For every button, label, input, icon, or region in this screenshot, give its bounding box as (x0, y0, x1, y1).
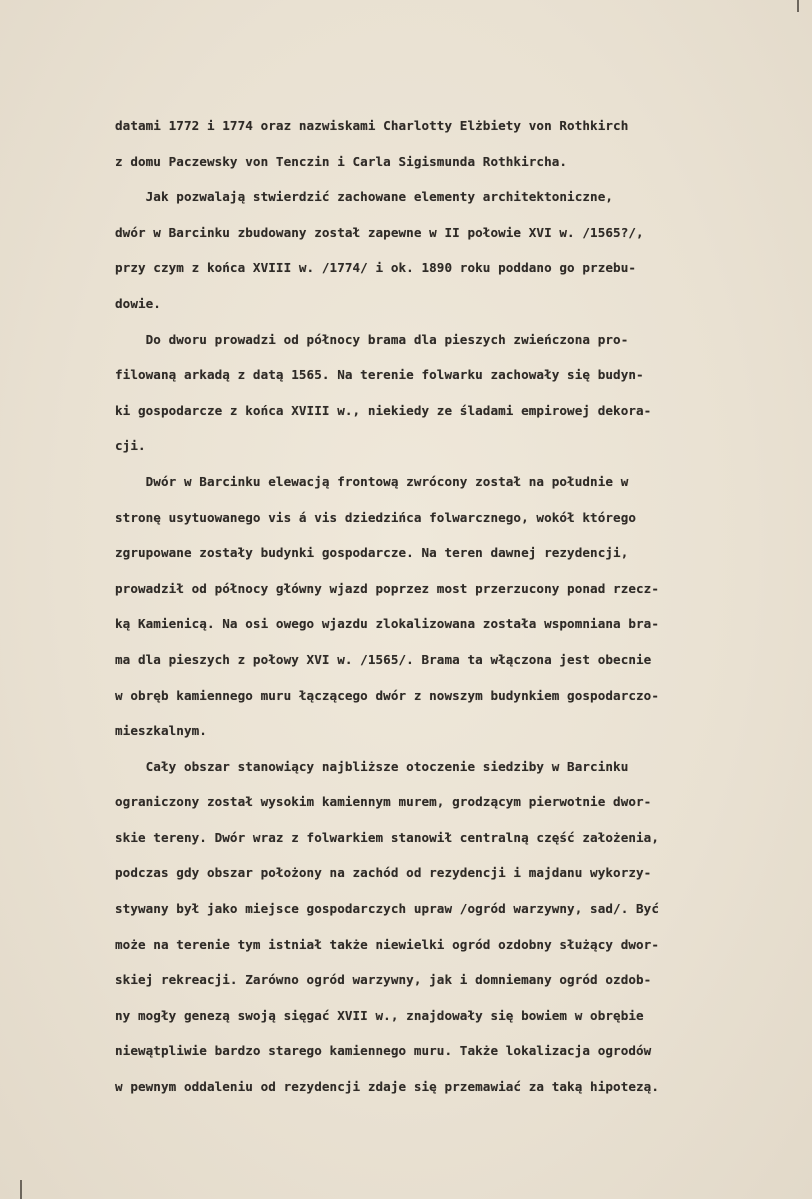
text-line: skie tereny. Dwór wraz z folwarkiem stanowił centralną część założenia, (115, 829, 660, 845)
text-line: skiej rekreacji. Zarówno ogród warzywny, jak i domniemany ogród ozdob- (115, 972, 652, 988)
text-line: Do dworu prowadzi od północy brama dla pieszych zwieńczona pro- (115, 331, 629, 347)
text-line: może na terenie tym istniał także niewielki ogród ozdobny służący dwor- (115, 936, 660, 952)
page-edge-mark (20, 1180, 22, 1199)
text-line: ki gospodarcze z końca XVIII w., niekiedy ze śladami empirowej dekora- (115, 402, 652, 418)
text-line: datami 1772 i 1774 oraz nazwiskami Charlotty Elżbiety von Rothkirch (115, 118, 629, 133)
typed-text-body (115, 108, 765, 1105)
text-line: w pewnym oddaleniu od rezydencji zdaje się przemawiać za taką hipotezą. (115, 1079, 660, 1095)
text-line: zgrupowane zostały budynki gospodarcze. Na teren dawnej rezydencji, (115, 545, 629, 561)
text-line: niewątpliwie bardzo starego kamiennego muru. Także lokalizacja ogrodów (115, 1043, 652, 1059)
text-line: z domu Paczewsky von Tenczin i Carla Sigismunda Rothkircha. (115, 153, 568, 169)
text-line: ny mogły genezą swoją sięgać XVII w., znajdowały się bowiem w obrębie (115, 1007, 644, 1023)
text-line: w obręb kamiennego muru łączącego dwór z nowszym budynkiem gospodarczo- (115, 687, 660, 703)
text-line: mieszkalnym. (115, 723, 207, 739)
text-line: Cały obszar stanowiący najbliższe otoczenie siedziby w Barcinku (115, 758, 629, 774)
text-line: ograniczony został wysokim kamiennym murem, grodzącym pierwotnie dwor- (115, 794, 652, 810)
text-line: prowadził od północy główny wjazd poprzez most przerzucony ponad rzecz- (115, 580, 660, 596)
text-line: przy czym z końca XVIII w. /1774/ i ok. 1890 roku poddano go przebu- (115, 260, 637, 276)
text-line: podczas gdy obszar położony na zachód od rezydencji i majdanu wykorzy- (115, 865, 652, 881)
text-line: dwór w Barcinku zbudowany został zapewne w II połowie XVI w. /1565?/, (115, 224, 644, 240)
text-line: stronę usytuowanego vis á vis dziedzińca folwarcznego, wokół którego (115, 509, 637, 525)
text-line: stywany był jako miejsce gospodarczych upraw /ogród warzywny, sad/. Być (115, 901, 660, 917)
text-line: ką Kamienicą. Na osi owego wjazdu zlokalizowana została wspomniana bra- (115, 616, 660, 632)
page-edge-mark (797, 0, 799, 12)
text-line: Dwór w Barcinku elewacją frontową zwrócony został na południe w (115, 473, 629, 489)
text-line: Jak pozwalają stwierdzić zachowane elementy architektoniczne, (115, 189, 614, 205)
text-line: dowie. (115, 295, 161, 311)
text-line: ma dla pieszych z połowy XVI w. /1565/. Brama ta włączona jest obecnie (115, 651, 652, 667)
text-line: cji. (115, 438, 146, 454)
text-line: filowaną arkadą z datą 1565. Na terenie folwarku zachowały się budyn- (115, 367, 644, 383)
